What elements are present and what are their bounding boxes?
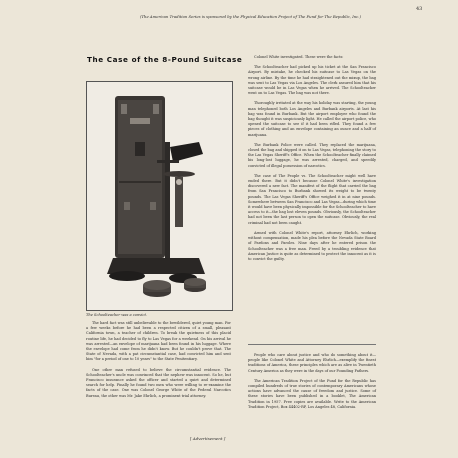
right-paragraph: The case of The People vs. The Schoolteacher might well have ended there. But it didn't because Colonel White's investigation discovered a new fact. The manifest of the flight that carried the bag from San Francisco to Burbank showed its weight to be twenty pounds. The Las Vegas Sheriff's Office weighed it in at nine pounds. Somewhere between San Francisco and Las Vegas—during which time it would have been physically impossible for the Schoolteacher to have access to it—the bag lost eleven pounds. Obviously, the Schoolteacher had not been the last person to open the suitcase. Obviously, the real criminal had not been caught.: [248, 173, 376, 225]
right-paragraph: Armed with Colonel White's report, attorney Ehrlich, working without compensation, made his plea before the Nevada State Board of Pardons and Paroles. Nine days after he entered prison the Schoolteacher was a free man. Freed by a troubling evidence that American Justice is quite as determined to protect the innocent as it is to convict the guilty.: [248, 230, 376, 261]
right-paragraph: Thoroughly irritated at the way his holiday was starting, the young man telephoned both Los Angeles and Burbank airports. At last his bag was found in Burbank. But the airport employee who found the bag thought it was suspiciously light. He called the airport police, who opened the suitcase to see if it had been rifled. They found a few pieces of clothing and an envelope containing an ounce and a half of marijuana.: [248, 101, 376, 137]
left-column: [86, 321, 231, 404]
suitcase-scale-photo: [86, 81, 233, 311]
right-column: [248, 55, 376, 267]
advertisement-label: [ Advertisement ]: [190, 436, 226, 441]
left-paragraph: One other man refused to believe the circumstantial evidence. The Schoolteacher's uncle was convinced that the nephew was innocent. So he, but Francisco insurance asked the officer and started a quiet and determined search for help. Finally he found two men who were willing to re-examine the facts of the case. One was Colonel George White of the Federal Narcotics Bureau, the other was Mr. Jake Ehrlich, a prominent trial attorney.: [86, 367, 231, 398]
closing-section: [248, 353, 376, 415]
left-paragraph: The hard fact was still unbelievable to the bewildered, quiet young man. For a few weeks before he had been a respected citizen of a small, pleasant California town, a teacher of children. To break the quietness of this placid routine life, he had decided to fly to Las Vegas for a weekend. On his arrival he was arrested—an envelope of marijuana had been found in his luggage. Where the envelope had come from he didn't know. But he couldn't prove that. The State of Nevada, with a pat circumstantial case, had convicted him and sent him "for a period of one to 10 years" to the State Penitentiary.: [86, 321, 231, 362]
sponsor-note: (The American Tradition Series is sponsored by the Physical Education Project of The Fund for The Republic, Inc.): [140, 14, 361, 19]
suitcase-on-scale-illustration: [87, 82, 232, 310]
closing-paragraph: The American Tradition Project of the Fund for the Republic has compiled hundreds of true stories of contemporary Americans whose actions have advanced the cause of freedom and justice. Some of these stories have been published in a booklet, The American Tradition in 1957. Free copies are available. Write to the American Tradition Project, Box 44402-RP, Los Angeles 48, California.: [248, 378, 376, 409]
page-number: 43: [416, 6, 423, 12]
section-divider: [248, 344, 376, 345]
article-title: The Case of the 8-Pound Suitcase: [87, 55, 243, 64]
closing-paragraph: People who care about justice and who do something about it—people like Colonel White and Attorney Ehrlich—exemplify the finest traditions of America, these principles which are as alive in Twentieth Century America as they were in the days of our Founding Fathers.: [248, 353, 376, 373]
right-paragraph: The Schoolteacher had picked up his ticket at the San Francisco Airport. By mistake, he checked his suitcase to Las Vegas on the wrong airline. By the time he had straightened out the mixup, the bag was sent to Las Vegas via Los Angeles. The clerk assured him that his suitcase would be in Las Vegas when he arrived. The Schoolteacher went on to Las Vegas. The bag was not there.: [248, 65, 376, 96]
right-paragraph: The Burbank Police were called. They replaced the marijuana, closed the bag and shipped it on to Las Vegas, telephoning the story to the Las Vegas Sheriff's Office. When the Schoolteacher finally claimed his long-lost luggage, he was arrested, charged, and speedily convicted of illegal possession of narcotics.: [248, 142, 376, 168]
photo-caption: The Schoolteacher was a convict.: [86, 313, 148, 317]
right-paragraph: Colonel White investigated. These were the facts:: [254, 55, 344, 59]
